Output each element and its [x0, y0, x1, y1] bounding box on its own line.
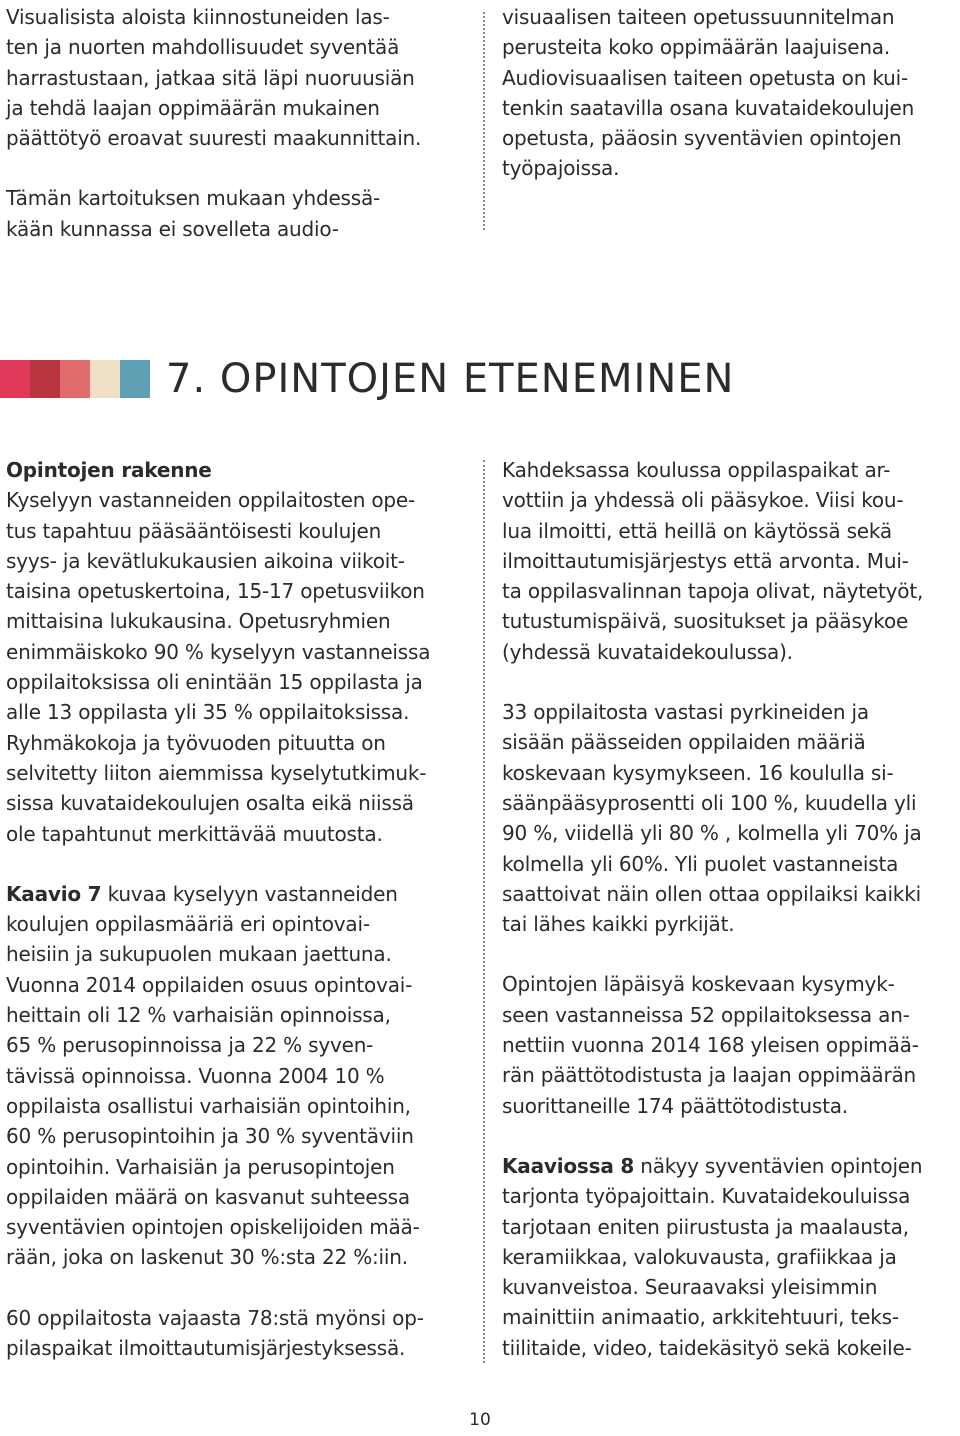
- top-right-column: [502, 2, 914, 184]
- text-line: tutustumispäivä, suositukset ja pääsykoe: [502, 609, 909, 634]
- color-block: [60, 360, 90, 398]
- text-line: [502, 1151, 923, 1181]
- body-paragraph: [6, 485, 430, 849]
- text-fragment: kuvaa kyselyyn vastanneiden: [101, 881, 398, 906]
- text-line: 60 % perusopintoihin ja 30 % syventäviin: [6, 1124, 414, 1149]
- text-line: syys- ja kevätlukukausien aikoina viikoit-: [6, 548, 405, 573]
- text-line: tai lähes kaikki pyrkijät.: [502, 912, 735, 937]
- intro-paragraph: [6, 183, 421, 244]
- section-heading: 7. OPINTOJEN ETENEMINEN: [166, 356, 735, 402]
- text-line: 65 % perusopinnoissa ja 22 % syven-: [6, 1033, 374, 1058]
- top-left-column: [6, 2, 421, 244]
- text-line: Kahdeksassa koulussa oppilaspaikat ar-: [502, 458, 891, 482]
- text-line: oppilaista osallistui varhaisiän opintoihin,: [6, 1093, 411, 1118]
- text-line: ole tapahtunut merkittävää muutosta.: [6, 821, 383, 846]
- text-line: mittaisina lukukausina. Opetusryhmien: [6, 609, 391, 634]
- text-line: suorittaneille 174 päättötodistusta.: [502, 1093, 848, 1118]
- text-line: tenkin saatavilla osana kuvataidekoulujen: [502, 95, 915, 120]
- text-line: oppilaiden määrä on kasvanut suhteessa: [6, 1184, 410, 1209]
- text-line: Kyselyyn vastanneiden oppilaitosten ope-: [6, 488, 416, 513]
- text-line: Vuonna 2014 oppilaiden osuus opintovai-: [6, 972, 413, 997]
- text-line: alle 13 oppilasta yli 35 % oppilaitoksissa.: [6, 700, 410, 725]
- color-block: [120, 360, 150, 398]
- text-line: Ryhmäkokoja ja työvuoden pituutta on: [6, 730, 386, 755]
- figure-reference: Kaaviossa 8: [502, 1153, 635, 1178]
- text-line: 33 oppilaitosta vastasi pyrkineiden ja: [502, 700, 869, 725]
- text-line: tävissä opinnoissa. Vuonna 2004 10 %: [6, 1063, 385, 1088]
- text-fragment: näkyy syventävien opintojen: [634, 1153, 923, 1178]
- text-line: 90 %, viidellä yli 80 % , kolmella yli 70% ja: [502, 821, 922, 846]
- text-line: Visualisista aloista kiinnostuneiden las-: [6, 5, 390, 29]
- text-line: koulujen oppilasmääriä eri opintovai-: [6, 912, 370, 937]
- color-block: [90, 360, 120, 398]
- color-block: [30, 360, 60, 398]
- text-line: seen vastanneissa 52 oppilaitoksessa an-: [502, 1002, 910, 1027]
- text-line: lua ilmoitti, että heillä on käytössä sekä: [502, 518, 892, 543]
- text-line: taisina opetuskertoina, 15-17 opetusviikon: [6, 579, 425, 604]
- text-line: ten ja nuorten mahdollisuudet syventää: [6, 35, 400, 60]
- text-line: sisään päässeiden oppilaiden määriä: [502, 730, 866, 755]
- text-line: kuvanveistoa. Seuraavaksi yleisimmin: [502, 1275, 878, 1300]
- body-paragraph: [502, 1151, 923, 1363]
- text-line: ilmoittautumisjärjestys että arvonta. Mui-: [502, 548, 909, 573]
- text-line: tiilitaide, video, taidekäsityö sekä kokeile-: [502, 1335, 912, 1360]
- text-line: tarjotaan eniten piirustusta ja maalausta,: [502, 1214, 909, 1239]
- text-line: pilaspaikat ilmoittautumisjärjestyksessä.: [6, 1336, 406, 1361]
- text-line: keramiikkaa, valokuvausta, grafiikkaa ja: [502, 1244, 897, 1269]
- text-line: päättötyö eroavat suuresti maakunnittain.: [6, 126, 422, 151]
- text-line: 60 oppilaitosta vajaasta 78:stä myönsi op-: [6, 1305, 424, 1330]
- text-line: tus tapahtuu pääsääntöisesti koulujen: [6, 518, 382, 543]
- text-line: säänpääsyprosentti oli 100 %, kuudella yli: [502, 790, 917, 815]
- subheading: Opintojen rakenne: [6, 458, 212, 482]
- text-line: sissa kuvataidekoulujen osalta eikä niissä: [6, 791, 414, 816]
- page-number: 10: [469, 1410, 491, 1430]
- text-line: Audiovisuaalisen taiteen opetusta on kui-: [502, 65, 908, 90]
- text-line: Opintojen läpäisyä koskevaan kysymyk-: [502, 972, 895, 997]
- body-paragraph: [502, 455, 923, 667]
- intro-paragraph: [502, 2, 914, 184]
- text-line: saattoivat näin ollen ottaa oppilaiksi kaikki: [502, 881, 921, 906]
- body-paragraph: [6, 879, 430, 1273]
- column-divider: [483, 460, 485, 1363]
- text-line: rän päättötodistusta ja laajan oppimäärän: [502, 1063, 916, 1088]
- text-line: tarjonta työpajoittain. Kuvataidekouluissa: [502, 1184, 911, 1209]
- text-line: vottiin ja yhdessä oli pääsykoe. Viisi kou-: [502, 488, 904, 513]
- text-line: opintoihin. Varhaisiän ja perusopintojen: [6, 1154, 395, 1179]
- text-line: Tämän kartoituksen mukaan yhdessä-: [6, 186, 381, 211]
- text-line: (yhdessä kuvataidekoulussa).: [502, 639, 793, 664]
- text-line: kään kunnassa ei sovelleta audio-: [6, 216, 339, 241]
- column-divider: [483, 12, 485, 230]
- text-line: enimmäiskoko 90 % kyselyyn vastanneissa: [6, 639, 431, 664]
- text-line: ta oppilasvalinnan tapoja olivat, näytetyöt,: [502, 579, 924, 604]
- text-line: heisiin ja sukupuolen mukaan jaettuna.: [6, 942, 392, 967]
- text-line: opetusta, pääosin syventävien opintojen: [502, 126, 902, 151]
- text-line: syventävien opintojen opiskelijoiden mää-: [6, 1215, 420, 1240]
- text-line: perusteita koko oppimäärän laajuisena.: [502, 35, 891, 60]
- text-line: kolmella yli 60%. Yli puolet vastanneista: [502, 851, 899, 876]
- body-paragraph: [502, 697, 923, 939]
- text-line: mainittiin animaatio, arkkitehtuuri, teks-: [502, 1305, 899, 1330]
- body-paragraph: [6, 1303, 430, 1364]
- text-line: nettiin vuonna 2014 168 yleisen oppimää-: [502, 1033, 919, 1058]
- text-line: ja tehdä laajan oppimäärän mukainen: [6, 95, 380, 120]
- text-line: selvitetty liiton aiemmissa kyselytutkimuk-: [6, 760, 427, 785]
- bottom-right-column: [502, 455, 923, 1363]
- figure-reference: Kaavio 7: [6, 881, 102, 906]
- bottom-left-column: [6, 455, 430, 1363]
- text-line: rään, joka on laskenut 30 %:sta 22 %:iin.: [6, 1245, 408, 1270]
- intro-paragraph: [6, 2, 421, 153]
- body-paragraph: [502, 969, 923, 1120]
- text-line: [6, 879, 430, 909]
- color-block: [0, 360, 30, 398]
- text-line: koskevaan kysymykseen. 16 koululla si-: [502, 760, 894, 785]
- text-line: heittain oli 12 % varhaisiän opinnoissa,: [6, 1003, 391, 1028]
- text-line: oppilaitoksissa oli enintään 15 oppilasta ja: [6, 670, 423, 695]
- text-line: harrastustaan, jatkaa sitä läpi nuoruusiän: [6, 65, 415, 90]
- text-line: visuaalisen taiteen opetussuunnitelman: [502, 5, 895, 29]
- text-line: työpajoissa.: [502, 156, 620, 181]
